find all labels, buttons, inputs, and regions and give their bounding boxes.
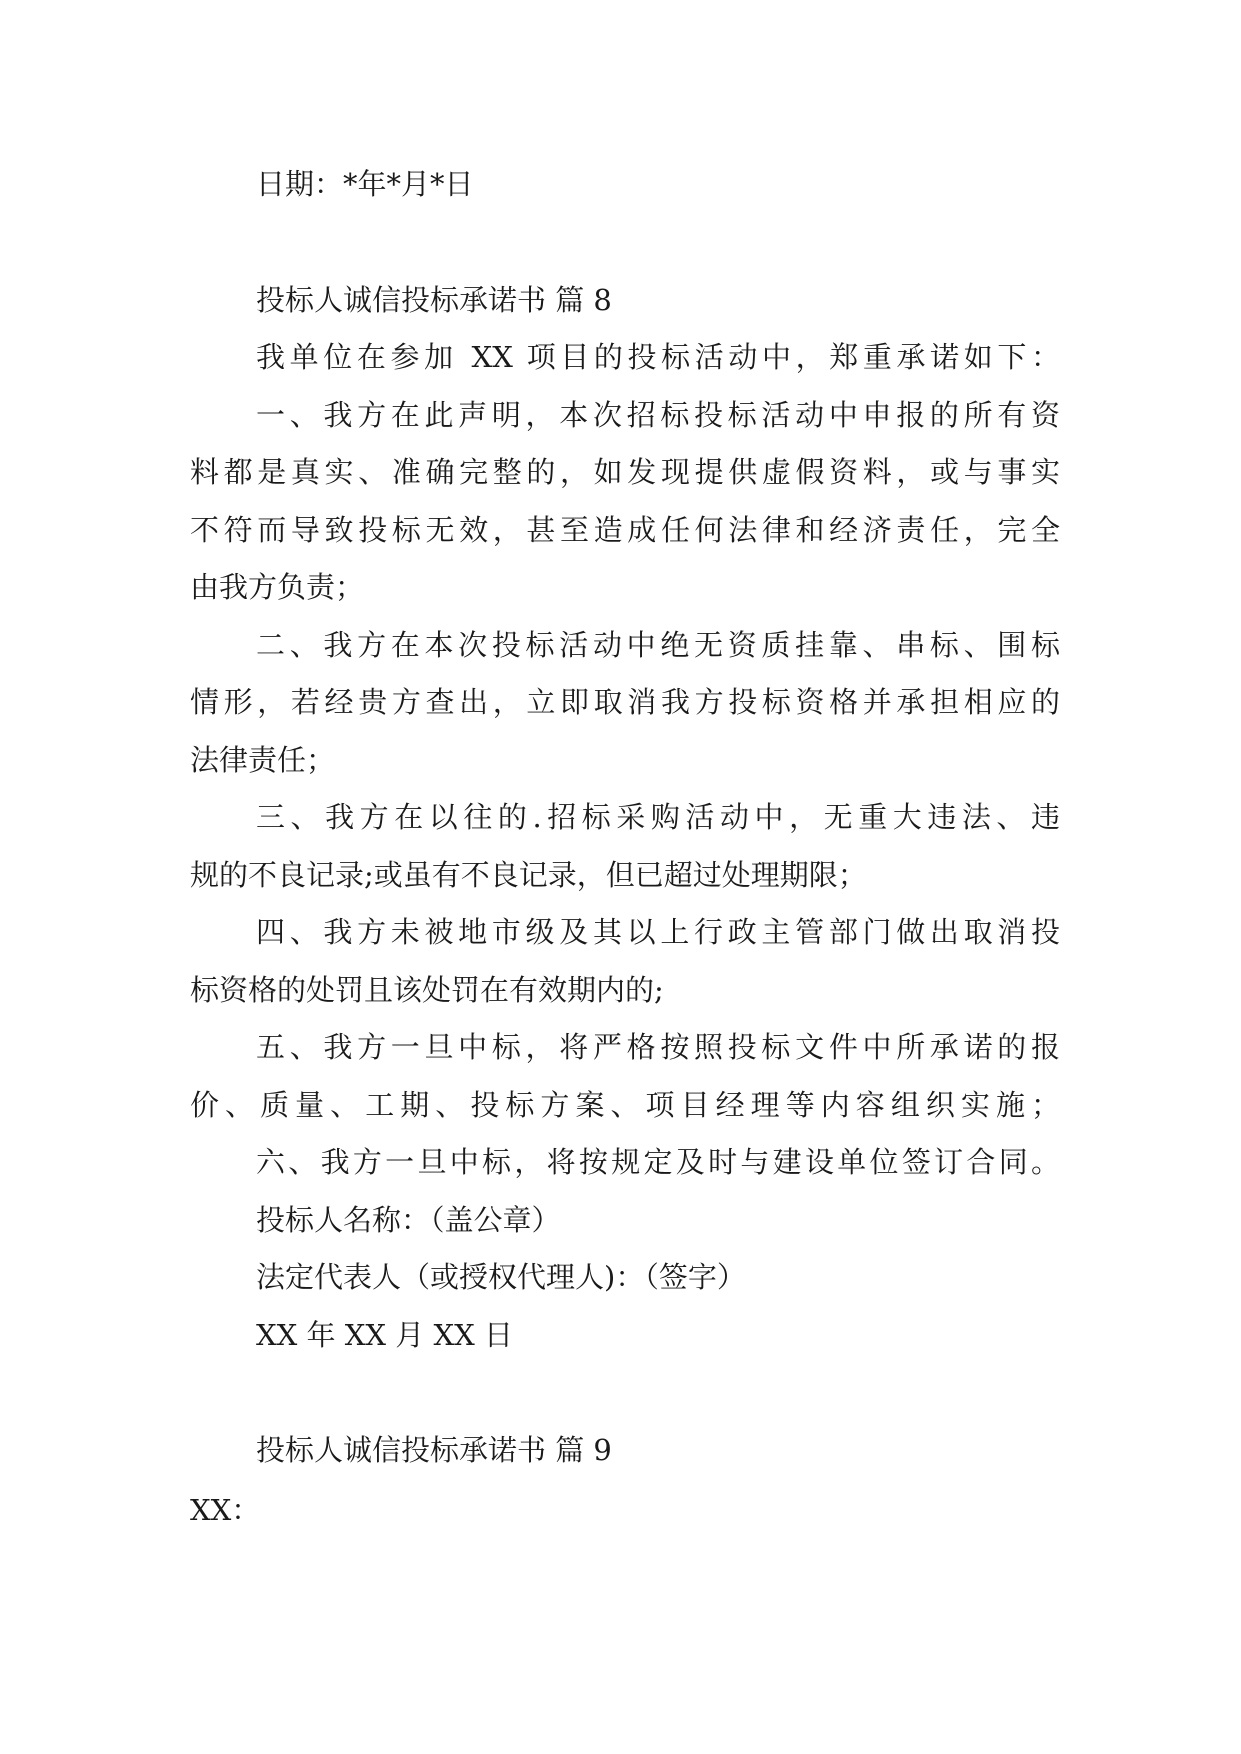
paragraph-1-line-4: 由我方负责； xyxy=(190,570,365,604)
paragraph-2-line-2: 情形，若经贵方查出，立即取消我方投标资格并承担相应的 xyxy=(190,685,1060,719)
signature-date: XX 年 XX 月 XX 日 xyxy=(256,1318,513,1352)
paragraph-2-line-1: 二、我方在本次投标活动中绝无资质挂靠、串标、围标 xyxy=(256,628,1060,662)
paragraph-1-line-1: 一、我方在此声明，本次招标投标活动中申报的所有资 xyxy=(256,398,1060,432)
section-8-intro: 我单位在参加 XX 项目的投标活动中，郑重承诺如下： xyxy=(256,340,1060,374)
paragraph-3-line-1: 三、我方在以往的.招标采购活动中，无重大违法、违 xyxy=(256,800,1060,834)
section-9-salutation: XX： xyxy=(190,1493,261,1527)
section-9-title: 投标人诚信投标承诺书 篇 9 xyxy=(256,1433,612,1467)
paragraph-5-line-2: 价、质量、工期、投标方案、项目经理等内容组织实施； xyxy=(190,1088,1060,1122)
date-line: 日期：*年*月*日 xyxy=(256,167,474,201)
paragraph-4-line-1: 四、我方未被地市级及其以上行政主管部门做出取消投 xyxy=(256,915,1060,949)
paragraph-1-line-3: 不符而导致投标无效，甚至造成任何法律和经济责任，完全 xyxy=(190,513,1060,547)
paragraph-5-line-1: 五、我方一旦中标，将严格按照投标文件中所承诺的报 xyxy=(256,1030,1060,1064)
paragraph-1-line-2: 料都是真实、准确完整的，如发现提供虚假资料，或与事实 xyxy=(190,455,1060,489)
bidder-name: 投标人名称：（盖公章） xyxy=(256,1203,561,1237)
paragraph-3-line-2: 规的不良记录;或虽有不良记录，但已超过处理期限； xyxy=(190,858,867,892)
section-8-title: 投标人诚信投标承诺书 篇 8 xyxy=(256,283,612,317)
paragraph-4-line-2: 标资格的处罚且该处罚在有效期内的; xyxy=(190,973,664,1007)
paragraph-6: 六、我方一旦中标，将按规定及时与建设单位签订合同。 xyxy=(256,1145,1060,1179)
paragraph-2-line-3: 法律责任； xyxy=(190,743,336,777)
legal-representative: 法定代表人（或授权代理人)：（签字） xyxy=(256,1260,746,1294)
